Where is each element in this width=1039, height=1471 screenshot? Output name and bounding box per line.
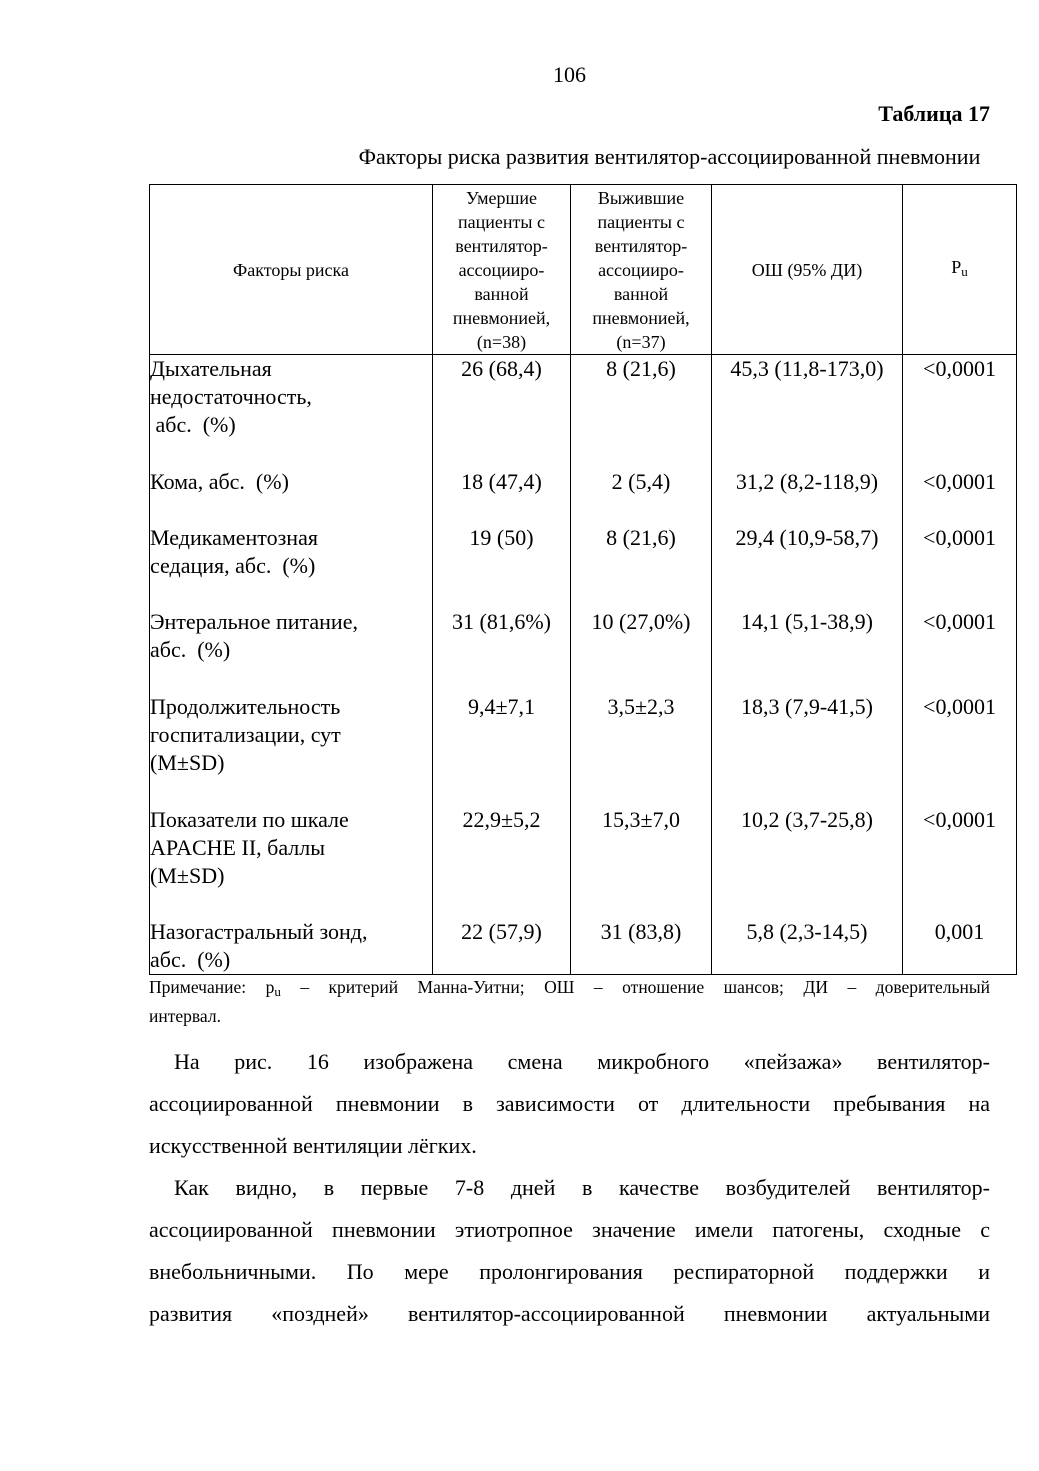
- header-odds-ratio: ОШ (95% ДИ): [712, 185, 903, 355]
- header-p-value: $P_u$: [903, 185, 1017, 355]
- dead-value: 22 (57,9): [433, 918, 571, 975]
- survived-value: 10 (27,0%): [571, 608, 712, 693]
- p-value: <0,0001: [903, 355, 1017, 468]
- survived-value: 15,3±7,0: [571, 806, 712, 918]
- table-row: [150, 608, 1017, 693]
- factor-cell: Энтеральное питание, абс. (%): [150, 608, 433, 693]
- dead-value: 22,9±5,2: [433, 806, 571, 918]
- dead-value: 9,4±7,1: [433, 693, 571, 806]
- factor-cell: Продолжительность госпитализации, сут (M±SD): [150, 693, 433, 806]
- p-value: <0,0001: [903, 806, 1017, 918]
- table-title: Факторы риска развития вентилятор-ассоциированной пневмонии: [358, 144, 981, 169]
- survived-value: 3,5±2,3: [571, 693, 712, 806]
- odds-ratio-value: 5,8 (2,3-14,5): [712, 918, 903, 975]
- p-value: 0,001: [903, 918, 1017, 975]
- odds-ratio-value: 45,3 (11,8-173,0): [712, 355, 903, 468]
- header-dead-patients: Умершие пациенты с вентилятор- ассоцииро- ванной пневмонией, (n=38): [433, 185, 571, 355]
- paragraph-line: внебольничными. По мере пролонгирования респираторной поддержки и: [149, 1259, 990, 1284]
- note-line-1: Примечание: $p_u$ – критерий Манна-Уитни; ОШ – отношение шансов; ДИ – доверительный: [149, 977, 990, 999]
- paragraph-line: развития «поздней» вентилятор-ассоциированной пневмонии актуальными: [149, 1301, 990, 1326]
- survived-value: 8 (21,6): [571, 524, 712, 608]
- note-line-2: интервал.: [149, 1006, 221, 1026]
- paragraph-2: [149, 1167, 990, 1335]
- header-factors: Факторы риска: [150, 185, 433, 355]
- factor-cell: Медикаментозная седация, абс. (%): [150, 524, 433, 608]
- survived-value: 8 (21,6): [571, 355, 712, 468]
- page-number: 106: [553, 62, 586, 87]
- paragraph-1: [149, 1041, 990, 1167]
- table-row: [150, 355, 1017, 468]
- paragraph-line: искусственной вентиляции лёгких.: [149, 1133, 477, 1158]
- factor-cell: Назогастральный зонд, абс. (%): [150, 918, 433, 975]
- dead-value: 19 (50): [433, 524, 571, 608]
- p-value: <0,0001: [903, 524, 1017, 608]
- risk-factors-table: [149, 184, 1017, 975]
- factor-cell: Дыхательная недостаточность, абс. (%): [150, 355, 433, 468]
- factor-cell: Кома, абс. (%): [150, 468, 433, 524]
- dead-value: 31 (81,6%): [433, 608, 571, 693]
- table-row: [150, 693, 1017, 806]
- factor-cell: Показатели по шкале APACHE II, баллы (M±SD): [150, 806, 433, 918]
- dead-value: 18 (47,4): [433, 468, 571, 524]
- table-label: Таблица 17: [878, 101, 990, 126]
- paragraph-line: ассоциированной пневмонии этиотропное значение имели патогены, сходные с: [149, 1217, 990, 1242]
- table-row: [150, 468, 1017, 524]
- paragraph-line: ассоциированной пневмонии в зависимости от длительности пребывания на: [149, 1091, 990, 1116]
- dead-value: 26 (68,4): [433, 355, 571, 468]
- paragraph-line: На рис. 16 изображена смена микробного «пейзажа» вентилятор-: [174, 1049, 990, 1074]
- paragraph-line: Как видно, в первые 7-8 дней в качестве возбудителей вентилятор-: [174, 1175, 990, 1200]
- odds-ratio-value: 18,3 (7,9-41,5): [712, 693, 903, 806]
- table-row: [150, 524, 1017, 608]
- odds-ratio-value: 31,2 (8,2-118,9): [712, 468, 903, 524]
- survived-value: 2 (5,4): [571, 468, 712, 524]
- table-row: [150, 918, 1017, 975]
- table-note: [149, 975, 990, 1028]
- table-row: [150, 806, 1017, 918]
- header-survived-patients: Выжившие пациенты с вентилятор- ассоцииро- ванной пневмонией, (n=37): [571, 185, 712, 355]
- odds-ratio-value: 29,4 (10,9-58,7): [712, 524, 903, 608]
- p-value: <0,0001: [903, 608, 1017, 693]
- odds-ratio-value: 10,2 (3,7-25,8): [712, 806, 903, 918]
- p-value: <0,0001: [903, 468, 1017, 524]
- odds-ratio-value: 14,1 (5,1-38,9): [712, 608, 903, 693]
- survived-value: 31 (83,8): [571, 918, 712, 975]
- table-header-row: [150, 185, 1017, 355]
- p-value: <0,0001: [903, 693, 1017, 806]
